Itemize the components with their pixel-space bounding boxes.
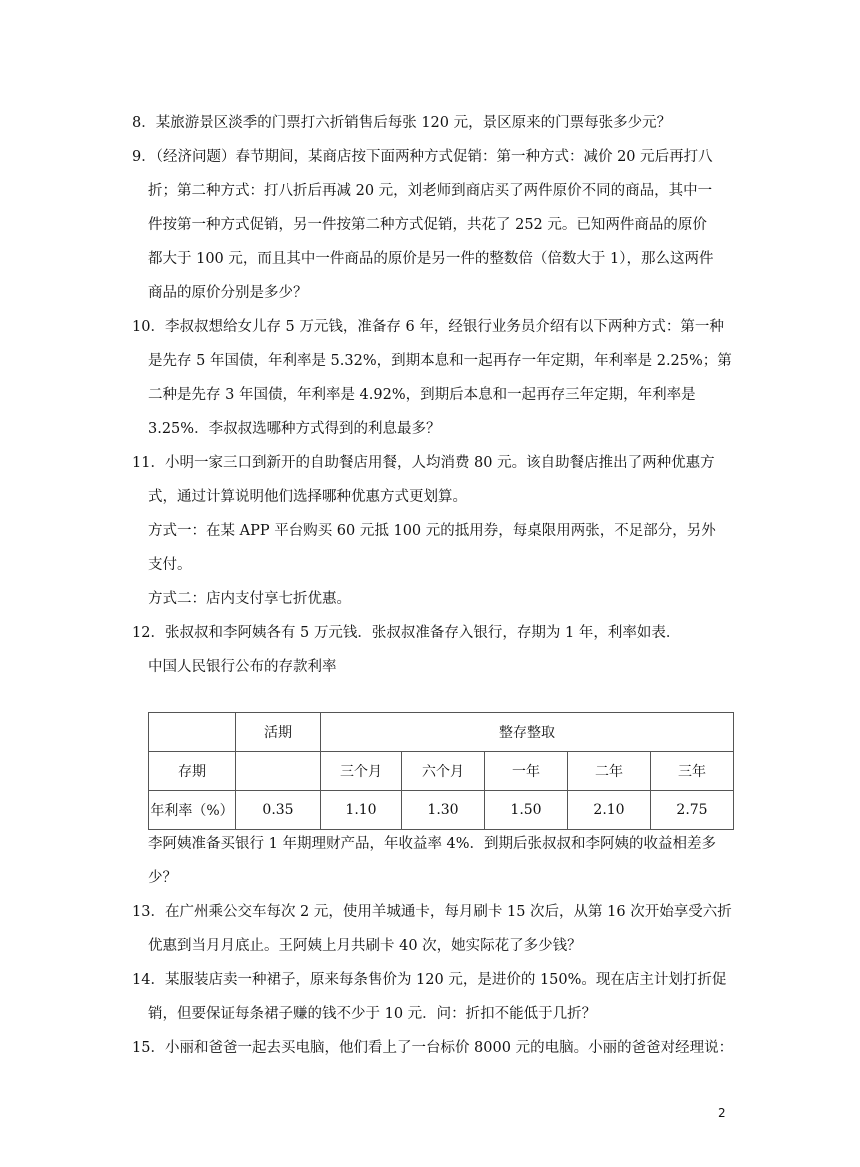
problem-13-line-2: 优惠到当月月底止。王阿姨上月共刷卡 40 次，她实际花了多少钱？ [148,938,582,954]
problem-11-line-2: 式，通过计算说明他们选择哪种优惠方式更划算。 [148,489,467,505]
table-row [149,713,734,752]
interest-rate-table [148,712,734,830]
problem-9-line-3: 件按第一种方式促销，另一件按第二种方式促销，共花了 252 元。已知两件商品的原价 [148,217,707,233]
problem-11-option-1-cont: 支付。 [148,557,192,573]
problem-12-question-cont: 少？ [148,870,177,886]
table-cell: 年利率（%） [149,791,236,830]
table-cell: 2.75 [651,791,734,830]
problem-10-line-2: 是先存 5 年国债，年利率是 5.32%，到期本息和一起再存一年定期，年利率是 2.25%；第 [148,353,732,369]
table-caption: 中国人民银行公布的存款利率 [148,659,337,675]
problem-10: 10．李叔叔想给女儿存 5 万元钱，准备存 6 年，经银行业务员介绍有以下两种方式：第一种 [132,319,724,335]
table-cell: 1.10 [321,791,402,830]
problem-11-option-1: 方式一：在某 APP 平台购买 60 元抵 100 元的抵用券，每桌限用两张，不足部分，另外 [148,523,716,539]
table-cell: 活期 [236,713,321,752]
table-cell: 1.50 [485,791,568,830]
problem-9-line-5: 商品的原价分别是多少？ [148,285,308,301]
problem-13: 13．在广州乘公交车每次 2 元，使用羊城通卡，每月刷卡 15 次后，从第 16 次开始享受六折 [132,904,732,920]
problem-9-line-2: 折；第二种方式：打八折后再减 20 元，刘老师到商店买了两件原价不同的商品，其中一 [148,183,713,199]
table-cell: 1.30 [402,791,485,830]
problem-14: 14．某服装店卖一种裙子，原来每条售价为 120 元，是进价的 150%。现在店主计划打折促 [132,972,727,988]
problem-10-line-3: 二种是先存 3 年国债，年利率是 4.92%，到期后本息和一起再存三年定期，年利率是 [148,387,696,403]
problem-12-question: 李阿姨准备买银行 1 年期理财产品，年收益率 4%．到期后张叔叔和李阿姨的收益相差多 [148,836,717,852]
table-row [149,752,734,791]
page-number: 2 [718,1106,726,1120]
table-row [149,791,734,830]
table-cell: 六个月 [402,752,485,791]
table-cell: 二年 [568,752,651,791]
problem-9: 9．（经济问题）春节期间，某商店按下面两种方式促销：第一种方式：减价 20 元后再打八 [132,149,713,165]
table-cell [149,713,236,752]
problem-10-line-4: 3.25%．李叔叔选哪种方式得到的利息最多？ [148,421,441,437]
table-cell [236,752,321,791]
table-cell: 0.35 [236,791,321,830]
problem-8: 8．某旅游景区淡季的门票打六折销售后每张 120 元，景区原来的门票每张多少元？ [132,115,672,131]
problem-14-line-2: 销，但要保证每条裙子赚的钱不少于 10 元．问：折扣不能低于几折？ [148,1006,597,1022]
table-cell: 2.10 [568,791,651,830]
table-cell: 三个月 [321,752,402,791]
table-cell: 存期 [149,752,236,791]
problem-11-option-2: 方式二：店内支付享七折优惠。 [148,591,351,607]
problem-9-line-4: 都大于 100 元，而且其中一件商品的原价是另一件的整数倍（倍数大于 1），那么这两件 [148,251,714,267]
problem-15: 15．小丽和爸爸一起去买电脑，他们看上了一台标价 8000 元的电脑。小丽的爸爸对经理说： [132,1040,734,1056]
problem-12: 12．张叔叔和李阿姨各有 5 万元钱．张叔叔准备存入银行，存期为 1 年，利率如表． [132,625,681,641]
table-cell: 整存整取 [321,713,734,752]
problem-11: 11．小明一家三口到新开的自助餐店用餐，人均消费 80 元。该自助餐店推出了两种优惠方 [132,455,715,471]
table-cell: 三年 [651,752,734,791]
table-cell: 一年 [485,752,568,791]
